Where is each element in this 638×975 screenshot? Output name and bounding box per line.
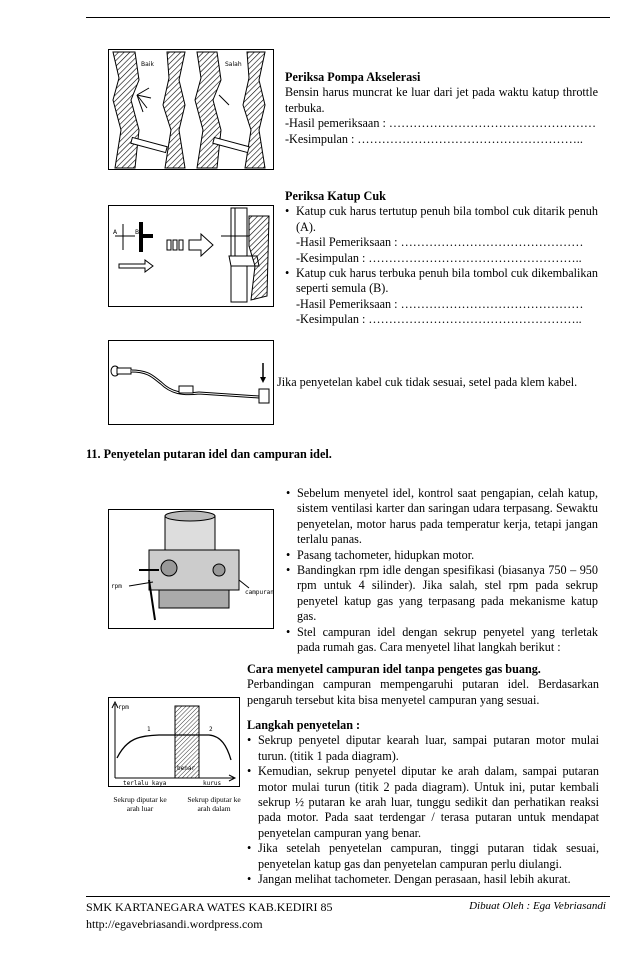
mixture-diagram bbox=[108, 697, 240, 787]
cable-note: Jika penyetelan kabel cuk tidak sesuai, setel pada klem kabel. bbox=[277, 375, 578, 389]
choke-hasil-a: -Hasil Pemeriksaan : ……………………………………… bbox=[296, 235, 584, 250]
langkah-bullet-4: • Jangan melihat tachometer. Dengan perasaan, hasil lebih akurat. bbox=[247, 872, 599, 887]
accel-pump-illustration bbox=[109, 50, 273, 169]
accel-section bbox=[285, 70, 598, 147]
carb-label-rpm: rpm bbox=[111, 583, 122, 590]
accel-pump-figure bbox=[108, 49, 274, 170]
choke-cable-illustration bbox=[109, 341, 273, 424]
choke-valve-figure bbox=[108, 205, 274, 307]
carburetor-illustration bbox=[109, 510, 273, 628]
carb-label-campuran: campuran bbox=[245, 589, 273, 596]
choke-hasil-b: -Hasil Pemeriksaan : ……………………………………… bbox=[296, 296, 584, 311]
header-rule bbox=[86, 17, 610, 18]
diagram-terlalu-kaya-label: terlalu kaya bbox=[123, 780, 167, 786]
diagram-point-2: 2 bbox=[209, 726, 213, 733]
choke-kesimpulan-b: -Kesimpulan : …………………………………………….. bbox=[296, 312, 582, 327]
choke-cable-figure bbox=[108, 340, 274, 425]
footer-rule bbox=[86, 896, 610, 897]
diagram-rpm-label: rpm bbox=[118, 704, 129, 711]
choke-item-b bbox=[285, 266, 598, 328]
section-11-bullet-4: • Stel campuran idel dengan sekrup penyetel yang terletak pada rumah gas. Cara menyetel lihat langkah berikut : bbox=[286, 625, 598, 656]
section-11-bullet-2: • Pasang tachometer, hidupkan motor. bbox=[286, 548, 598, 563]
fig-label-a: A bbox=[113, 229, 118, 236]
campuran-body: Perbandingan campuran mempengaruhi putaran idel. Berdasarkan pengaruh tersebut kita bisa menyetel campuran yang sesuai. bbox=[247, 677, 599, 707]
choke-item-a-text: Katup cuk harus tertutup penuh bila tombol cuk ditarik penuh (A). bbox=[296, 204, 598, 234]
section-11-heading: 11. Penyetelan putaran idel dan campuran idel. bbox=[86, 447, 332, 461]
choke-item-a bbox=[285, 204, 598, 266]
accel-title: Periksa Pompa Akselerasi bbox=[285, 70, 421, 84]
diagram-point-1: 1 bbox=[147, 726, 151, 733]
choke-valve-illustration bbox=[109, 206, 273, 306]
campuran-section bbox=[247, 662, 599, 708]
footer-right: Dibuat Oleh : Ega Vebriasandi bbox=[469, 900, 606, 912]
accel-kesimpulan: -Kesimpulan : ……………………………………………….. bbox=[285, 131, 583, 146]
langkah-bullet-2: • Kemudian, sekrup penyetel diputar ke arah dalam, sampai putaran motor mulai turun (titik 2 pada diagram). Untuk ini, putar kembali sekrup ½ putaran ke arah luar, tunggu sedikit dan perhatikan reaksi pada motor. Pada saat terdengar / terasa putaran untuk mendapat penyetelan campuran yang benar. bbox=[247, 764, 599, 841]
carburetor-figure bbox=[108, 509, 274, 629]
section-11-bullet-3: • Bandingkan rpm idle dengan spesifikasi (biasanya 750 – 950 rpm untuk 4 silinder). Jika salah, stel rpm pada sekrup penyetel katup gas yang terpasang pada mekanisme katup gas. bbox=[286, 563, 598, 625]
langkah-bullet-1: • Sekrup penyetel diputar kearah luar, sampai putaran motor mulai turun. (titik 1 pada diagram). bbox=[247, 733, 599, 764]
label-salah: Salah bbox=[225, 61, 242, 68]
choke-item-b-text: Katup cuk harus terbuka penuh bila tombol cuk dikembalikan seperti semula (B). bbox=[296, 266, 598, 296]
diagram-benar-label: benar bbox=[177, 765, 196, 772]
diagram-caption-left: Sekrup diputar ke arah luar bbox=[113, 795, 167, 813]
section-11-bullet-1: • Sebelum menyetel idel, kontrol saat pengapian, celah katup, sistem ventilasi karter dan saringan udara terpasang. Sewaktu penyetelan, motor harus pada temperatur kerja, tetapi jangan terlalu panas. bbox=[286, 486, 598, 548]
campuran-title: Cara menyetel campuran idel tanpa pengetes gas buang. bbox=[247, 662, 541, 676]
mixture-diagram-svg bbox=[109, 698, 239, 786]
langkah-bullet-3: • Jika setelah penyetelan campuran, tinggi putaran tidak sesuai, penyetelan katup gas dan penyetelan campuran perlu diulangi. bbox=[247, 841, 599, 872]
choke-title: Periksa Katup Cuk bbox=[285, 189, 386, 203]
section-11-bullets bbox=[286, 486, 598, 655]
langkah-title: Langkah penyetelan : bbox=[247, 718, 361, 732]
footer-url[interactable]: http://egavebriasandi.wordpress.com bbox=[86, 917, 263, 931]
accel-body: Bensin harus muncrat ke luar dari jet pada waktu katup throttle terbuka. bbox=[285, 85, 598, 115]
diagram-kurus-label: kurus bbox=[203, 780, 222, 786]
choke-section bbox=[285, 189, 598, 328]
choke-kesimpulan-a: -Kesimpulan : …………………………………………….. bbox=[296, 250, 582, 265]
fig-label-b: B bbox=[135, 229, 140, 236]
langkah-section bbox=[247, 718, 599, 887]
diagram-caption-right: Sekrup diputar ke arah dalam bbox=[187, 795, 241, 813]
footer-left: SMK KARTANEGARA WATES KAB.KEDIRI 85 bbox=[86, 900, 333, 914]
accel-hasil: -Hasil pemeriksaan : …………………………………………… bbox=[285, 116, 597, 131]
label-baik: Baik bbox=[141, 61, 154, 68]
